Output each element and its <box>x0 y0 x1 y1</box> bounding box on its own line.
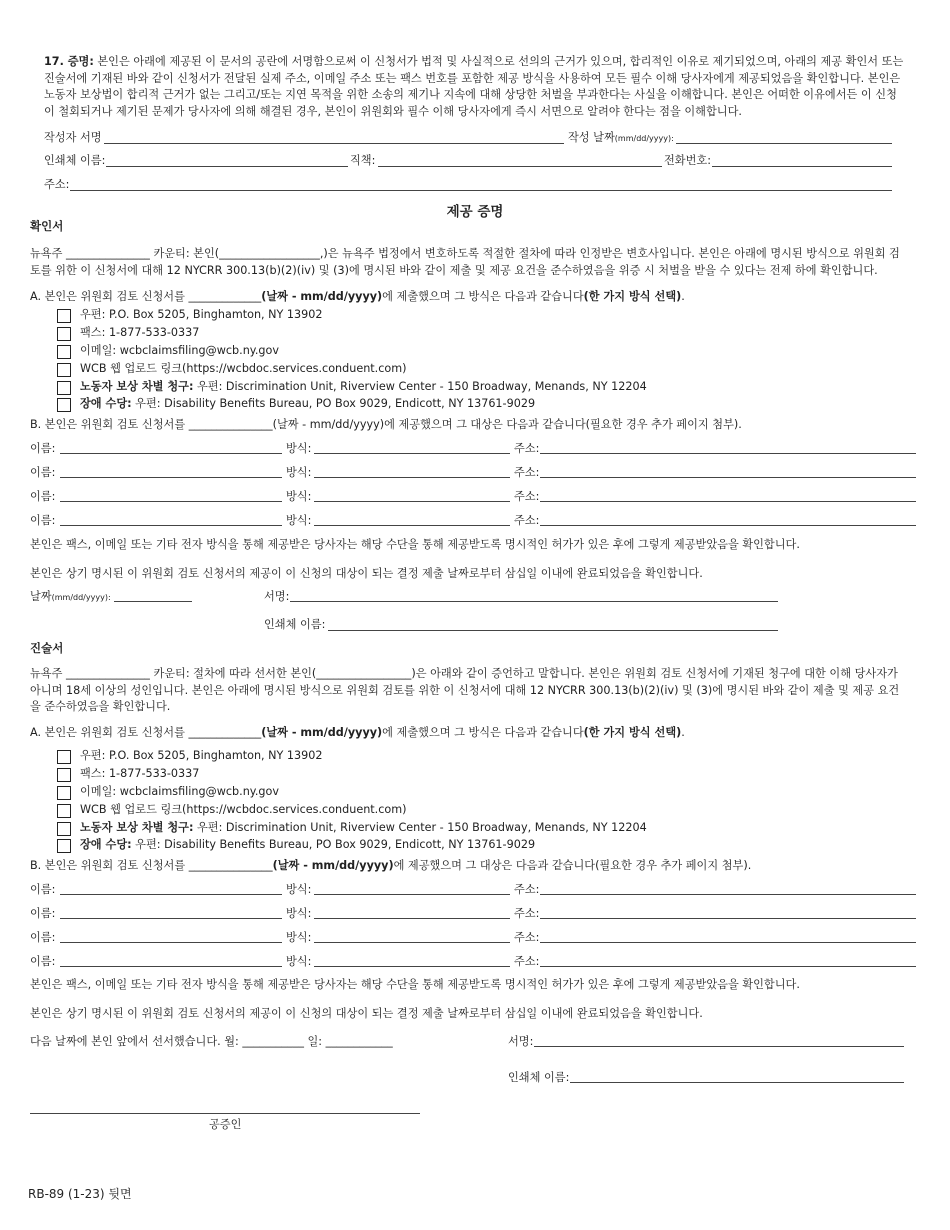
affirmation-print-name-label: 인쇄체 이름: <box>264 618 326 631</box>
recipient-method-field[interactable] <box>314 453 510 454</box>
page-title: 제공 증명 <box>446 204 504 220</box>
recipient-name-field[interactable] <box>60 894 282 895</box>
sworn-signature-field[interactable] <box>534 1046 904 1047</box>
method-option-label: 장애 수당: 우편: Disability Benefits Bureau, PO Box 9029, Endicott, NY 13761-9029 <box>80 838 536 851</box>
recipient-name-label: 이름: <box>30 883 56 896</box>
method-checkbox[interactable] <box>57 804 71 818</box>
method-checkbox[interactable] <box>57 839 71 853</box>
method-checkbox[interactable] <box>57 398 71 412</box>
method-checkbox[interactable] <box>57 822 71 836</box>
method-checkbox[interactable] <box>57 786 71 800</box>
affirmation-a-line: A. 본인은 위원회 검토 신청서를 _____________(날짜 - mm/dd/yyyy)에 제출했으며 그 방식은 다음과 같습니다(한 가지 방식 선택). <box>30 290 685 303</box>
phone-label: 전화번호: <box>664 154 711 167</box>
recipient-address-label: 주소: <box>514 514 540 527</box>
method-checkbox[interactable] <box>57 363 71 377</box>
method-option-label: 장애 수당: 우편: Disability Benefits Bureau, PO Box 9029, Endicott, NY 13761-9029 <box>80 397 536 410</box>
sworn-a-line: A. 본인은 위원회 검토 신청서를 _____________(날짜 - mm/dd/yyyy)에 제출했으며 그 방식은 다음과 같습니다(한 가지 방식 선택). <box>30 726 685 739</box>
method-checkbox[interactable] <box>57 768 71 782</box>
print-name-label: 인쇄체 이름: <box>44 154 106 167</box>
recipient-name-label: 이름: <box>30 514 56 527</box>
form-footer: RB-89 (1-23) 뒷면 <box>28 1187 132 1201</box>
preparer-signature-field[interactable] <box>104 143 564 144</box>
prepared-date-label: 작성 날짜(mm/dd/yyyy): <box>568 131 674 144</box>
notary-signature-field[interactable] <box>30 1113 420 1114</box>
recipient-address-label: 주소: <box>514 466 540 479</box>
recipient-address-field[interactable] <box>540 501 916 502</box>
recipient-name-label: 이름: <box>30 931 56 944</box>
recipient-name-field[interactable] <box>60 477 282 478</box>
recipient-method-field[interactable] <box>314 501 510 502</box>
method-option-label: 노동자 보상 차별 청구: 우편: Discrimination Unit, Riverview Center - 150 Broadway, Menands, NY 12204 <box>80 821 647 834</box>
job-title-label: 직책: <box>350 154 376 167</box>
recipient-name-field[interactable] <box>60 453 282 454</box>
prepared-date-field[interactable] <box>676 143 892 144</box>
sworn-print-name-label: 인쇄체 이름: <box>508 1071 570 1084</box>
affirmation-signature-field[interactable] <box>290 601 778 602</box>
method-checkbox[interactable] <box>57 345 71 359</box>
certification-paragraph <box>44 54 904 120</box>
recipient-address-label: 주소: <box>514 907 540 920</box>
sworn-statement-2: 본인은 상기 명시된 이 위원회 검토 신청서의 제공이 이 신청의 대상이 되는 결정 제출 날짜로부터 삼십일 이내에 완료되었음을 확인합니다. <box>30 1007 703 1020</box>
sworn-print-name-field[interactable] <box>570 1082 904 1083</box>
recipient-name-field[interactable] <box>60 942 282 943</box>
recipient-address-field[interactable] <box>540 525 916 526</box>
method-option-label: WCB 웹 업로드 링크(https://wcbdoc.services.conduent.com) <box>80 362 407 375</box>
recipient-address-label: 주소: <box>514 490 540 503</box>
recipient-name-field[interactable] <box>60 918 282 919</box>
recipient-method-label: 방식: <box>286 466 312 479</box>
recipient-address-field[interactable] <box>540 918 916 919</box>
sworn-b-line: B. 본인은 위원회 검토 신청서를 _______________(날짜 - mm/dd/yyyy)에 제공했으며 그 대상은 다음과 같습니다(필요한 경우 추가 페이지 첨부). <box>30 859 752 872</box>
affirmation-b-line: B. 본인은 위원회 검토 신청서를 _______________(날짜 - mm/dd/yyyy)에 제공했으며 그 대상은 다음과 같습니다(필요한 경우 추가 페이지 첨부). <box>30 418 742 431</box>
recipient-method-field[interactable] <box>314 966 510 967</box>
recipient-address-label: 주소: <box>514 931 540 944</box>
affirmation-date-label: 날짜(mm/dd/yyyy): <box>30 590 111 603</box>
affirmation-signature-label: 서명: <box>264 590 290 603</box>
recipient-address-field[interactable] <box>540 966 916 967</box>
affirmation-intro: 뉴욕주 _______________ 카운티: 본인(__________________,)은 뉴욕주 법정에서 변호하도록 적절한 절차에 따라 인정받은 변호사입니다. 본인은 아래에 명시된 방식으로 위원회 검토를 위한 이 신청서에 대해 12 NYCRR 300.13(b)(2)(iv) 및 (3)에 명시된 바와 같이 제출 및 제공 요건을 준수하였음을 위증 시 처벌을 받을 수 있다는 전제 하에 확인합니다. <box>30 247 900 277</box>
phone-field[interactable] <box>712 166 892 167</box>
affirmation-date-field[interactable] <box>114 601 192 602</box>
method-checkbox[interactable] <box>57 309 71 323</box>
recipient-method-label: 방식: <box>286 490 312 503</box>
sworn-signature-label: 서명: <box>508 1035 534 1048</box>
recipient-method-field[interactable] <box>314 894 510 895</box>
cert-number: 17. 증명: <box>44 55 94 68</box>
recipient-method-field[interactable] <box>314 942 510 943</box>
affirmation-print-name-field[interactable] <box>328 630 778 631</box>
recipient-address-field[interactable] <box>540 894 916 895</box>
affirmation-statement-2: 본인은 상기 명시된 이 위원회 검토 신청서의 제공이 이 신청의 대상이 되는 결정 제출 날짜로부터 삼십일 이내에 완료되었음을 확인합니다. <box>30 567 703 580</box>
recipient-method-label: 방식: <box>286 907 312 920</box>
method-checkbox[interactable] <box>57 750 71 764</box>
recipient-address-label: 주소: <box>514 883 540 896</box>
recipient-name-label: 이름: <box>30 442 56 455</box>
recipient-method-label: 방식: <box>286 931 312 944</box>
sworn-intro: 뉴욕주 _______________ 카운티: 절차에 따라 선서한 본인(_________________)은 아래와 같이 증언하고 말합니다. 본인은 위원회 검토 신청서에 기재된 청구에 대한 이해 당사자가 아니며 18세 이상의 성인입니다. 본인은 아래에 명시된 방식으로 위원회 검토를 위한 이 신청서에 대해 12 NYCRR 300.13(b)(2)(iv) 및 (3)에 명시된 바와 같이 제출 및 제공 요건을 준수하였음을 확인합니다. <box>30 667 900 713</box>
method-option-label: 우편: P.O. Box 5205, Binghamton, NY 13902 <box>80 308 323 321</box>
recipient-address-label: 주소: <box>514 955 540 968</box>
recipient-name-label: 이름: <box>30 955 56 968</box>
recipient-address-field[interactable] <box>540 942 916 943</box>
address-field[interactable] <box>70 190 892 191</box>
recipient-name-field[interactable] <box>60 525 282 526</box>
sworn-heading: 진술서 <box>30 641 64 655</box>
recipient-method-field[interactable] <box>314 525 510 526</box>
cert-text: 본인은 아래에 제공된 이 문서의 공란에 서명함으로써 이 신청서가 법적 및 사실적으로 선의의 근거가 있으며, 합리적인 이유로 제기되었으며, 아래의 제공 확인서 또는 진술서에 기재된 바와 같이 신청서가 전달된 실제 주소, 이메일 주소 또는 팩스 번호를 포함한 제공 방식을 사용하여 모든 필수 이해 당사자에게 제공되었음을 확인합니다. 본인은 노동자 보상법이 합리적 근거가 없는 그리고/또는 지연 목적을 위한 소송의 제기나 지속에 대해 상당한 처벌을 부과한다는 사실을 이해합니다. 본인은 어떠한 이유에서든 이 신청이 철회되거나 제기된 문제가 당사자에 의해 해결된 경우, 본인이 위원회와 필수 이해 당사자에게 즉시 서면으로 알려야 한다는 점을 이해합니다. <box>44 55 904 118</box>
recipient-method-field[interactable] <box>314 918 510 919</box>
affirmation-heading: 확인서 <box>30 219 64 233</box>
job-title-field[interactable] <box>378 166 662 167</box>
method-option-label: 팩스: 1-877-533-0337 <box>80 767 200 780</box>
recipient-method-label: 방식: <box>286 442 312 455</box>
recipient-address-field[interactable] <box>540 477 916 478</box>
method-option-label: 노동자 보상 차별 청구: 우편: Discrimination Unit, Riverview Center - 150 Broadway, Menands, NY 12204 <box>80 380 647 393</box>
recipient-name-field[interactable] <box>60 966 282 967</box>
recipient-name-label: 이름: <box>30 907 56 920</box>
recipient-name-label: 이름: <box>30 466 56 479</box>
method-option-label: 이메일: wcbclaimsfiling@wcb.ny.gov <box>80 344 279 357</box>
method-option-label: WCB 웹 업로드 링크(https://wcbdoc.services.conduent.com) <box>80 803 407 816</box>
recipient-address-field[interactable] <box>540 453 916 454</box>
print-name-field[interactable] <box>106 166 348 167</box>
recipient-name-field[interactable] <box>60 501 282 502</box>
address-label: 주소: <box>44 178 70 191</box>
recipient-address-label: 주소: <box>514 442 540 455</box>
sworn-date-line: 다음 날짜에 본인 앞에서 선서했습니다. 월: ___________ 일: ____________ <box>30 1035 393 1048</box>
preparer-signature-label: 작성자 서명 <box>44 131 102 144</box>
recipient-method-label: 방식: <box>286 883 312 896</box>
recipient-method-label: 방식: <box>286 514 312 527</box>
recipient-name-label: 이름: <box>30 490 56 503</box>
notary-label: 공증인 <box>209 1118 242 1131</box>
recipient-method-label: 방식: <box>286 955 312 968</box>
method-option-label: 이메일: wcbclaimsfiling@wcb.ny.gov <box>80 785 279 798</box>
recipient-method-field[interactable] <box>314 477 510 478</box>
affirmation-statement-1: 본인은 팩스, 이메일 또는 기타 전자 방식을 통해 제공받은 당사자는 해당 수단을 통해 제공받도록 명시적인 허가가 있은 후에 그렇게 제공받았음을 확인합니다. <box>30 538 800 551</box>
method-checkbox[interactable] <box>57 327 71 341</box>
method-checkbox[interactable] <box>57 381 71 395</box>
method-option-label: 우편: P.O. Box 5205, Binghamton, NY 13902 <box>80 749 323 762</box>
method-option-label: 팩스: 1-877-533-0337 <box>80 326 200 339</box>
sworn-statement-1: 본인은 팩스, 이메일 또는 기타 전자 방식을 통해 제공받은 당사자는 해당 수단을 통해 제공받도록 명시적인 허가가 있은 후에 그렇게 제공받았음을 확인합니다. <box>30 978 800 991</box>
